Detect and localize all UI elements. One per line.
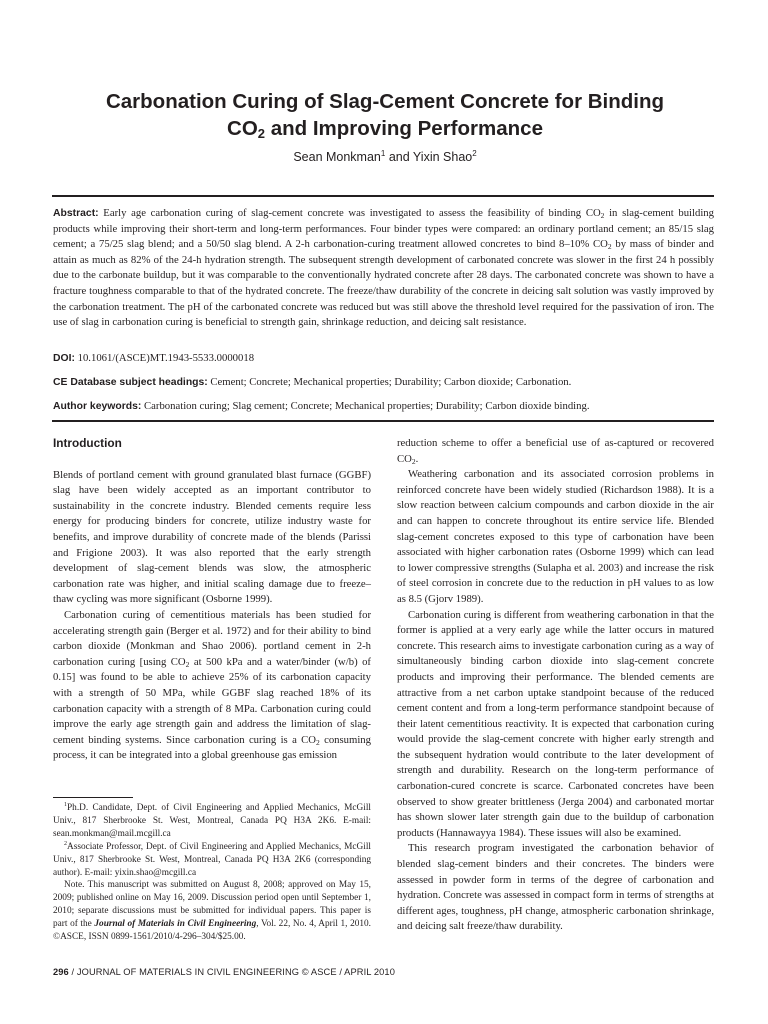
- paper-title: [40, 88, 730, 142]
- title-line-2: $CO_2$ and Improving Performance: [227, 117, 543, 141]
- header-divider: [52, 195, 714, 197]
- doi-value: 10.1061/(ASCE)MT.1943-5533.0000018: [74, 352, 255, 364]
- paragraph: reduction scheme to offer a beneficial use of as-captured or recovered $CO_2$.: [397, 437, 714, 466]
- paragraph: Carbonation curing is different from weathering carbonation in that the former is applied at a very early age while the latter occurs in matured concrete. This research aims to investigate carbonation curing as a way of simultaneously binding carbon dioxide into slag-cement concrete products and improving their performance. The blended cements are attractive from a net carbon uptake standpoint because of the reduced cement content and from a long-term performance standpoint because of their latent cementitious reactivity. It is expected that carbonation curing would provide the slag-cement concrete with higher early strength and the subsequent hydration would contribute to the later development of strength and durability. Research on the long-term performance of carbonation-cured concrete is scarce. Carbonated concretes have been observed to show greater brittleness (Jerga 2004) and carbonated mortar has shown slower later strength gain due to the buildup of carbonation products (Hannawayya 1984). These issues will also be examined.: [397, 608, 714, 839]
- doi-line: DOI: 10.1061/(ASCE)MT.1943-5533.0000018: [53, 352, 255, 364]
- footnote: $^1$Ph.D. Candidate, Dept. of Civil Engineering and Applied Mechanics, McGill Univ., 817 Sherbrooke St. West, Montreal, Canada PQ H3A 2K6. E-mail: sean.monkman@mail.mcgill.ca: [53, 802, 371, 839]
- left-column: [53, 436, 371, 764]
- footnotes: [53, 802, 371, 944]
- author-list: Sean Monkman$^1$ and Yixin Shao$^2$: [293, 149, 477, 164]
- abstract: Abstract: Early age carbonation curing of slag-cement concrete was investigated to assess the feasibility of binding $CO_2$ in slag-cement building products while improving their short-term and long-term performances. Four binder types were compared: an ordinary portland cement; an 85/15 slag cement; a 75/25 slag blend; and a 50/50 slag blend. A 2-h carbonation-curing treatment allowed concretes to bind 8–10% $CO_2$ by mass of binder and attain as much as 82% of the 24-h hydration strength. The subsequent strength development of carbonated concrete was slower in the first 24 h possibly due to the carbonate buildup, but it was comparable to the conventionally hydrated concrete after 28 days. The carbonated concrete was shown to have a fracture toughness comparable to that of the hydrated concrete. The freeze/thaw durability of the concrete in deicing salt solution was vastly improved by the carbonation treatment. The pH of the carbonated concrete was reduced but was still above the threshold level required for the passivation of iron. The use of slag in carbonation curing is beneficial to strength gain, shrinkage reduction, and deicing salt resistance.: [53, 207, 714, 329]
- title-line-1: Carbonation Curing of Slag-Cement Concrete for Binding: [105, 90, 665, 113]
- footnote-divider: [53, 797, 133, 798]
- author-name: Sean Monkman: [293, 150, 381, 164]
- paragraph: Carbonation curing of cementitious materials has been studied for accelerating strength gain (Berger et al. 1972) and for their ability to bind carbon dioxide (Monkman and Shao 2006). portland cement in 2-h carbonation curing [using $CO_2$ at 500 kPa and a water/binder (w/b) of 0.15] was found to be able to achieve 25% of its carbonation capacity with a strength of 50 MPa, while GGBF slag reached 18% of its carbonation capacity with a strength of 8 MPa. Carbonation curing could improve the early age strength gain and address the limitation of slag-cement binding systems. Since carbonation curing is a $CO_2$ consuming process, it can be integrated into a global greenhouse gas emission: [53, 608, 371, 762]
- abstract-divider: [52, 420, 714, 422]
- section-heading: Introduction: [53, 436, 122, 450]
- paragraph: Blends of portland cement with ground granulated blast furnace (GGBF) slag have been widely accepted as an important contributor to sustainability in the concrete industry. Blended cements require less energy for producing binders for concrete, utilize industry waste for benefits, and improve durability of concrete made of the blends (Parissi and Frigione 2003). It was also reported that the early strength development of slag-cement blends was slow, the atmospheric carbonation rate was higher, and initial scaling damage due to freeze–thaw cycling was more significant (Osborne 1999).: [53, 468, 371, 606]
- abstract-label: Abstract:: [53, 208, 99, 219]
- footnote: $^2$Associate Professor, Dept. of Civil Engineering and Applied Mechanics, McGill Univ., 817 Sherbrooke St. West, Montreal, Canada PQ H3A 2K6 (corresponding author). E-mail: yixin.shao@mcgill.ca: [53, 840, 371, 878]
- page-footer: [53, 967, 395, 977]
- page-number: 296: [53, 967, 69, 977]
- paragraph: This research program investigated the carbonation behavior of blended slag-cement binders and their concretes. The binders were assessed in powder form in terms of the degree of carbonation and hydration. Concrete was assessed in compact form in terms of strengths at different ages, toughness, pH change, atmospheric carbonation shrinkage, and deicing salt freeze/thaw durability.: [397, 842, 714, 933]
- author-keywords: Author keywords: Carbonation curing; Slag cement; Concrete; Mechanical properties; Durability; Carbon dioxide binding.: [53, 400, 590, 412]
- right-column: [397, 436, 714, 935]
- author-name: Yixin Shao: [412, 150, 473, 164]
- journal-footer: / JOURNAL OF MATERIALS IN CIVIL ENGINEERING © ASCE / APRIL 2010: [68, 967, 395, 977]
- subject-headings: CE Database subject headings: Cement; Concrete; Mechanical properties; Durability; Carbon dioxide; Carbonation.: [53, 376, 572, 388]
- paragraph: Weathering carbonation and its associated corrosion problems in reinforced concrete have been widely studied (Richardson 1988). It is a slow reaction between calcium compounds and carbon dioxide in the air and can happen to concrete throughout its entire service life. Blended slag-cement concretes exposed to this type of carbonation have been associated with higher carbonation rates (Osborne 1999) which can lead to lower compressive strengths (Sulapha et al. 2003) and increase the risk of steel corrosion in concrete due to the reduction in pH values to as low as 8.5 (Gjorv 1989).: [397, 468, 714, 605]
- manuscript-note: Note. This manuscript was submitted on August 8, 2008; approved on May 15, 2009; published online on May 16, 2009. Discussion period open until September 1, 2010; separate discussions must be submitted for individual papers. This paper is part of the Journal of Materials in Civil Engineering, Vol. 22, No. 4, April 1, 2010. ©ASCE, ISSN 0899-1561/2010/4-296–304/$25.00.: [53, 880, 372, 943]
